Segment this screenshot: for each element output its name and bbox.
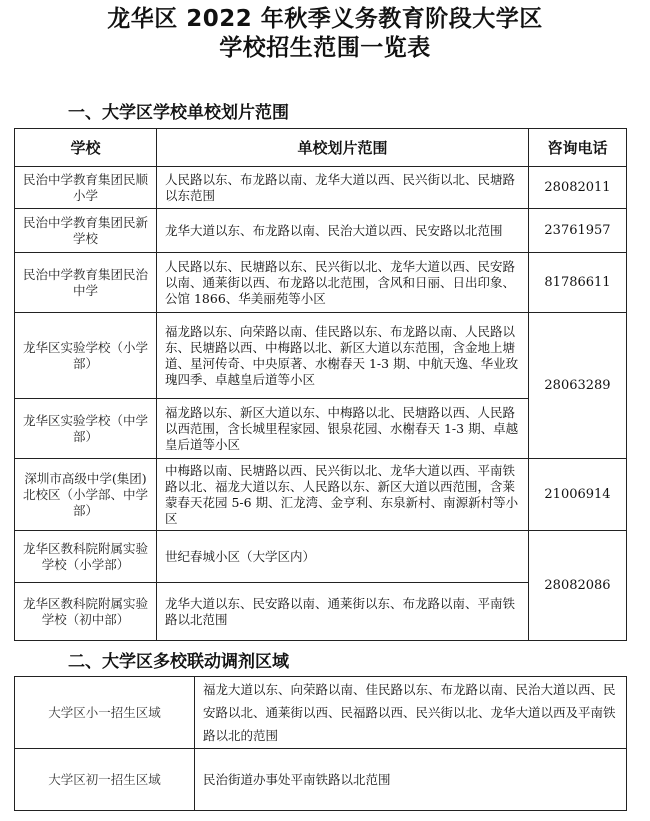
table-row [15,531,627,583]
zoning-range: 龙华大道以东、布龙路以南、民治大道以西、民安路以北范围 [157,209,529,253]
contact-phone: 28082086 [529,531,627,641]
school-name: 民治中学教育集团民新学校 [15,209,157,253]
section1-heading: 一、大学区学校单校划片范围 [68,103,289,123]
school-name: 龙华区教科院附属实验学校（小学部） [15,531,157,583]
column-header-school: 学校 [15,129,157,167]
contact-phone: 21006914 [529,459,627,531]
table-row [15,749,627,811]
document-title-line2: 学校招生范围一览表 [219,35,431,61]
zoning-range: 人民路以东、民塘路以东、民兴街以北、龙华大道以西、民安路以南、通莱街以西、布龙路以北范围，含风和日丽、日出印象、公馆 1866、华美丽苑等小区 [157,253,529,313]
school-name: 龙华区教科院附属实验学校（初中部） [15,583,157,641]
zoning-range: 世纪春城小区（大学区内） [157,531,529,583]
contact-phone: 81786611 [529,253,627,313]
zone-range: 民治街道办事处平南铁路以北范围 [195,749,627,811]
school-name: 深圳市高级中学(集团)北校区（小学部、中学部） [15,459,157,531]
multi-school-table [14,676,627,811]
table-header-row [15,129,627,167]
table-row [15,313,627,399]
zone-name: 大学区小一招生区域 [15,677,195,749]
contact-phone: 28082011 [529,167,627,209]
single-school-table [14,128,627,641]
zone-name: 大学区初一招生区域 [15,749,195,811]
contact-phone: 23761957 [529,209,627,253]
zone-range: 福龙大道以东、向荣路以南、佳民路以东、布龙路以南、民治大道以西、民安路以北、通莱街以西、民福路以西、民兴街以北、龙华大道以西及平南铁路以北的范围 [195,677,627,749]
school-name: 龙华区实验学校（中学部） [15,399,157,459]
zoning-range: 人民路以东、布龙路以南、龙华大道以西、民兴街以北、民塘路以东范围 [157,167,529,209]
zoning-range: 福龙路以东、向荣路以南、佳民路以东、布龙路以南、人民路以东、民塘路以西、中梅路以北、新区大道以东范围，含金地上塘道、星河传奇、中央原著、水榭春天 1-3 期、中航天逸、华业玫瑰四季、卓越皇后道等小区 [157,313,529,399]
zoning-range: 中梅路以南、民塘路以西、民兴街以北、龙华大道以西、平南铁路以北、福龙大道以东、人民路以东、新区大道以西范围，含莱蒙春天花园 5-6 期、汇龙湾、金亨利、东泉新村、南源新村等小区 [157,459,529,531]
table-row [15,459,627,531]
contact-phone: 28063289 [529,313,627,459]
school-name: 民治中学教育集团民治中学 [15,253,157,313]
school-name: 龙华区实验学校（小学部） [15,313,157,399]
column-header-phone: 咨询电话 [529,129,627,167]
table-row [15,209,627,253]
zoning-range: 龙华大道以东、民安路以南、通莱街以东、布龙路以南、平南铁路以北范围 [157,583,529,641]
table-row [15,677,627,749]
zoning-range: 福龙路以东、新区大道以东、中梅路以北、民塘路以西、人民路以西范围，含长城里程家园、银泉花园、水榭春天 1-3 期、卓越皇后道等小区 [157,399,529,459]
table-row [15,167,627,209]
school-name: 民治中学教育集团民顺小学 [15,167,157,209]
column-header-range: 单校划片范围 [157,129,529,167]
table-row [15,253,627,313]
section2-heading: 二、大学区多校联动调剂区域 [68,652,289,672]
document-title-line1: 龙华区 2022 年秋季义务教育阶段大学区 [107,6,543,32]
